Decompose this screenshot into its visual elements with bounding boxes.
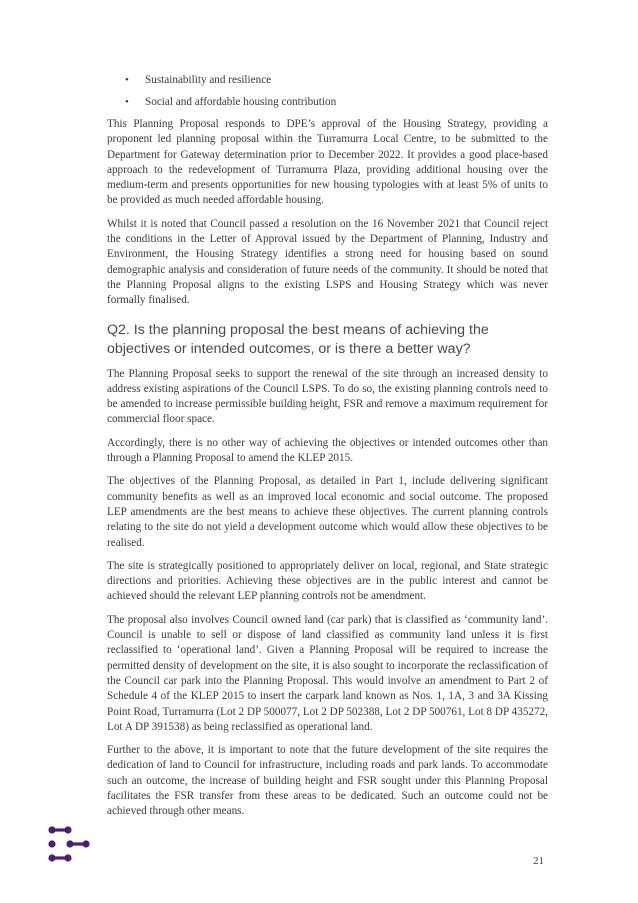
paragraph: The proposal also involves Council owned land (car park) that is classified as ‘community land’. Council is unable to sell or dispose of land classified as community land unless it is first reclassified to ‘operational land’. Given a Planning Proposal will be required to increase the permitted density of development on the site, it is also sought to incorporate the reclassification of the Council car park into the Planning Proposal. This would involve an amendment to Part 2 of Schedule 4 of the KLEP 2015 to insert the carpark land known as Nos. 1, 1A, 3 and 3A Kissing Point Road, Turramurra (Lot 2 DP 500077, Lot 2 DP 502388, Lot 2 DP 500761, Lot 8 DP 435272, Lot A DP 391538) as being reclassified as operational land. [107, 613, 548, 733]
paragraph: The site is strategically positioned to appropriately deliver on local, regional, and State strategic directions and priorities. Achieving these objectives are in the public interest and cannot be achieved should the relevant LEP planning controls not be amendment. [107, 559, 548, 603]
document-body [107, 73, 548, 828]
paragraph: The objectives of the Planning Proposal, as detailed in Part 1, include delivering significant community benefits as well as an improved local economic and social outcome. The proposed LEP amendments are the best means to achieve these objectives. The current planning controls relating to the site do not yield a development outcome which would allow these objectives to be realised. [107, 475, 548, 549]
company-logo-icon [48, 826, 90, 862]
paragraph: Accordingly, there is no other way of achieving the objectives or intended outcomes other than through a Planning Proposal to amend the KLEP 2015. [107, 436, 548, 465]
paragraph: The Planning Proposal seeks to support the renewal of the site through an increased density to address existing aspirations of the Council LSPS. To do so, the existing planning controls need to be amended to increase permissible building height, FSR and remove a maximum requirement for commercial floor space. [107, 367, 548, 426]
paragraph: Whilst it is noted that Council passed a resolution on the 16 November 2021 that Council reject the conditions in the Letter of Approval issued by the Department of Planning, Industry and Environment, the Housing Strategy identifies a strong need for housing based on sound demographic analysis and consideration of future needs of the community. It should be noted that the Planning Proposal aligns to the existing LSPS and Housing Strategy which was never formally finalised. [107, 217, 548, 307]
section-heading: Q2. Is the planning proposal the best means of achieving the objectives or intended outcomes, or is there a better way? [107, 321, 489, 357]
bullet-item: • Sustainability and resilience [107, 73, 548, 87]
bullet-list [107, 73, 548, 109]
paragraph: This Planning Proposal responds to DPE’s approval of the Housing Strategy, providing a proponent led planning proposal within the Turramurra Local Centre, to be submitted to the Department for Gateway determination prior to December 2022. It provides a good place-based approach to the redevelopment of Turramurra Plaza, providing additional housing over the medium-term and presents opportunities for new housing typologies with at least 5% of units to be provided as much needed affordable housing. [107, 118, 548, 207]
paragraph: Further to the above, it is important to note that the future development of the site requires the dedication of land to Council for infrastructure, including roads and park lands. To accommodate such an outcome, the increase of building height and FSR sought under this Planning Proposal facilitates the FSR transfer from these areas to be dedicated. Such an outcome could not be achieved through other means. [107, 744, 548, 818]
bullet-item: • Social and affordable housing contribution [107, 95, 548, 109]
page-number: 21 [533, 855, 544, 867]
